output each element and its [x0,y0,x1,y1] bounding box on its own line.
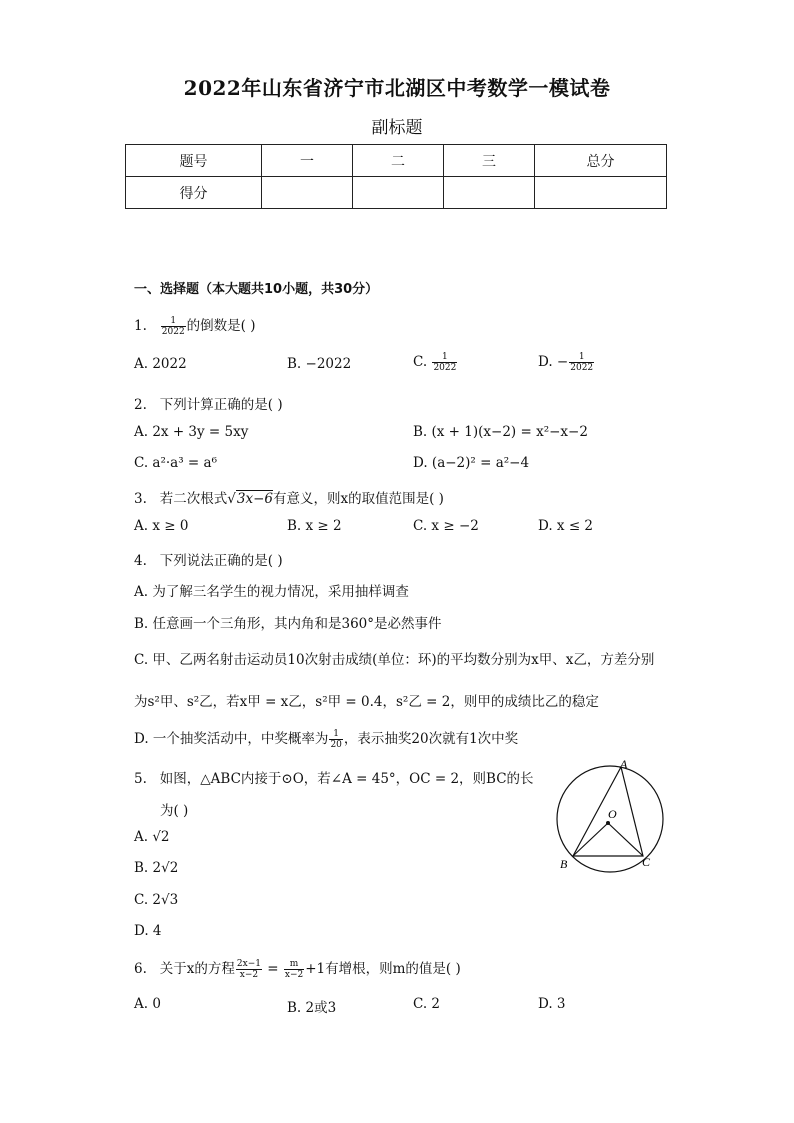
label-c: C [642,855,651,869]
option-d[interactable]: D. 4 [134,923,162,939]
question-5-stem: 5. 如图，△ABC内接于⊙O，若∠A = 45°，OC = 2，则BC的长 [134,771,534,787]
option-c[interactable]: C. 甲、乙两名射击运动员10次射击成绩(单位：环)的平均数分别为x甲、x乙，方差分别 [134,652,655,668]
score-table [125,144,667,209]
score-cell-empty [444,177,535,209]
question-6-stem: 6. 关于x的方程 $\frac{2x-1}{x-2}$ = $\frac{m}{x-2}$ +1有增根，则m的值是( ) [134,959,461,980]
segment-oc [608,823,643,856]
option-d[interactable]: D. − $\frac{1}{2022}$ [538,352,594,373]
page-subtitle: 副标题 [371,118,423,138]
option-b[interactable]: B. 2或3 [287,1000,337,1016]
fraction: $\frac{1}{2022}$ [161,316,185,337]
option-a[interactable]: A. 为了解三名学生的视力情况，采用抽样调查 [134,584,409,600]
question-2-stem: 2. 下列计算正确的是( ) [134,397,283,413]
question-number: 1. [134,318,147,334]
score-cell-empty [353,177,444,209]
section-heading: 一、选择题（本大题共10小题，共30分） [134,282,379,297]
option-c[interactable]: C. a²·a³ = a⁶ [134,455,217,471]
option-c[interactable]: C. 2√3 [134,892,179,908]
score-cell: 总分 [535,145,667,177]
option-b[interactable]: B. (x + 1)(x−2) = x²−x−2 [413,424,588,440]
option-a[interactable]: A. √2 [134,829,170,845]
option-d[interactable]: D. 一个抽奖活动中，中奖概率为 $\frac{1}{20}$ ，表示抽奖20次就有1次中奖 [134,729,519,750]
score-table-header-row [126,145,667,177]
option-c[interactable]: C. $\frac{1}{2022}$ [413,352,457,373]
option-b[interactable]: B. x ≥ 2 [287,518,342,534]
score-cell-empty [535,177,667,209]
question-3-stem: 3. 若二次根式√3x−6有意义，则x的取值范围是( ) [134,491,444,507]
question-1-stem: 1. $\frac{1}{2022}$ 的倒数是( ) [134,316,256,337]
score-cell: 三 [444,145,535,177]
circle-triangle-figure [548,756,673,876]
score-cell: 一 [262,145,353,177]
segment-ob [573,823,608,856]
option-d[interactable]: D. 3 [538,996,566,1012]
option-a[interactable]: A. 2x + 3y = 5xy [134,424,249,440]
option-b[interactable]: B. −2022 [287,356,352,372]
option-a[interactable]: A. 0 [134,996,161,1012]
option-b[interactable]: B. 2√2 [134,860,179,876]
question-4-stem: 4. 下列说法正确的是( ) [134,553,283,569]
center-point [606,821,610,825]
label-a: A [620,757,628,771]
score-cell: 得分 [126,177,262,209]
option-b[interactable]: B. 任意画一个三角形，其内角和是360°是必然事件 [134,616,442,632]
option-d[interactable]: D. x ≤ 2 [538,518,594,534]
question-5-stem-continued: 为( ) [160,803,189,819]
page-title: 2022年山东省济宁市北湖区中考数学一模试卷 [183,76,611,100]
option-c-continued: 为s²甲、s²乙，若x甲 = x乙，s²甲 = 0.4，s²乙 = 2，则甲的成绩比乙的稳定 [134,694,599,710]
label-o: O [608,807,617,821]
score-cell-empty [262,177,353,209]
option-d[interactable]: D. (a−2)² = a²−4 [413,455,530,471]
option-c[interactable]: C. x ≥ −2 [413,518,479,534]
option-a[interactable]: A. 2022 [134,356,187,372]
score-table-score-row [126,177,667,209]
score-cell: 二 [353,145,444,177]
option-c[interactable]: C. 2 [413,996,441,1012]
score-cell: 题号 [126,145,262,177]
label-b: B [560,857,568,871]
option-a[interactable]: A. x ≥ 0 [134,518,189,534]
